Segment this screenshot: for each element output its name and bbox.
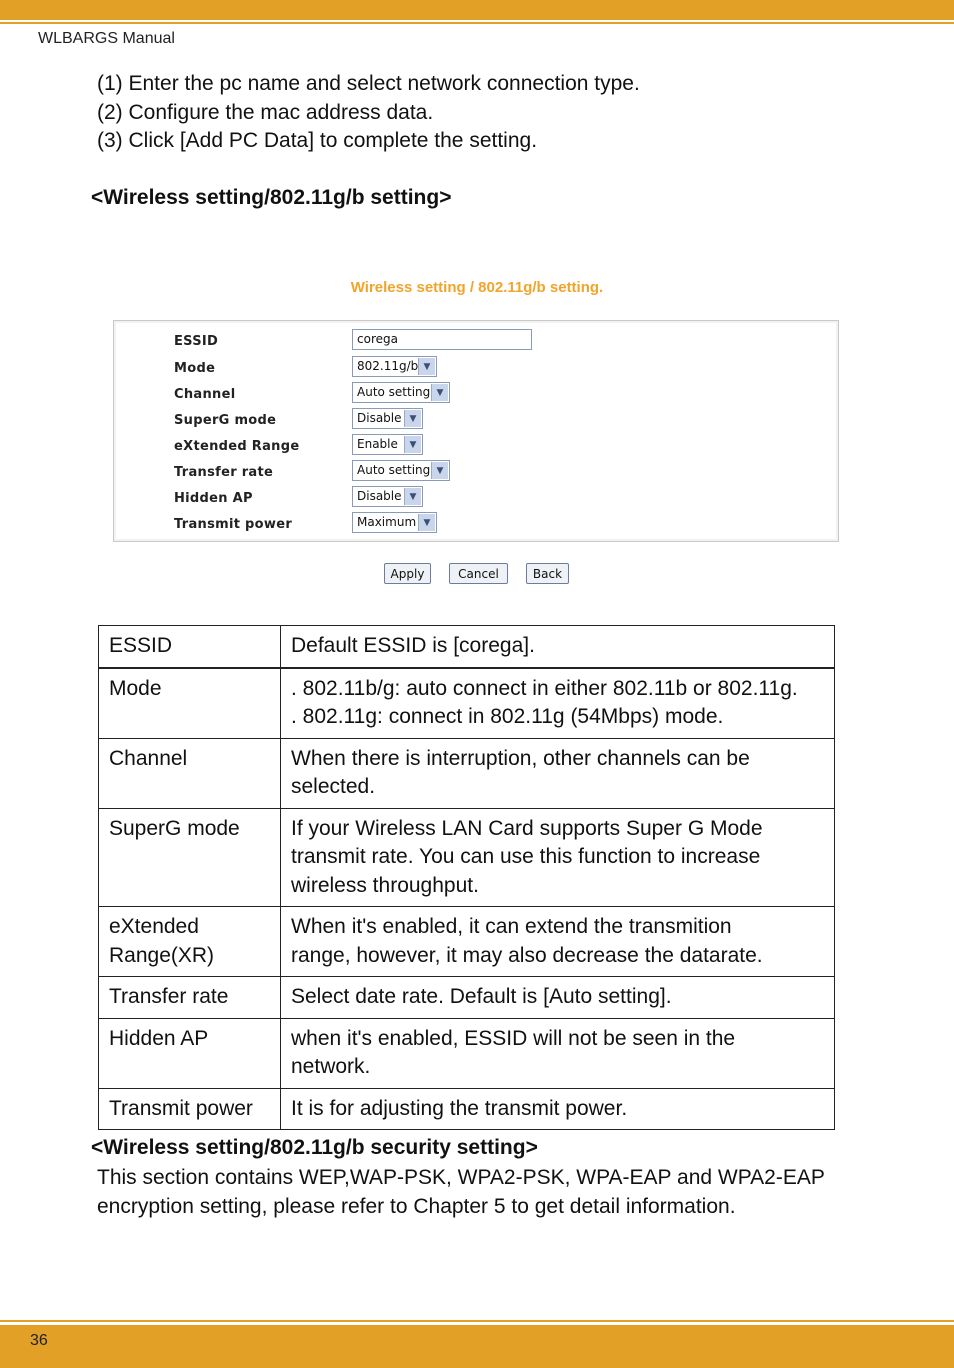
field-label: Mode xyxy=(174,361,216,376)
step-item: (3) Click [Add PC Data] to complete the setting. xyxy=(97,129,538,152)
description-line: wireless throughput. xyxy=(291,873,479,897)
chevron-down-icon[interactable]: ▼ xyxy=(404,488,421,505)
setting-name: Hidden AP xyxy=(99,1018,281,1088)
footer-rule xyxy=(0,1320,954,1322)
description-line: Select date rate. Default is [Auto setting]. xyxy=(291,985,672,1008)
field-value: Disable xyxy=(357,489,402,503)
form-row-transfer-rate xyxy=(114,460,838,486)
chevron-down-icon[interactable]: ▼ xyxy=(404,436,421,453)
field-value: Enable xyxy=(357,437,398,451)
form-row-hidden-ap xyxy=(114,486,838,512)
description-line: If your Wireless LAN Card supports Super G Mode xyxy=(291,816,763,840)
description-line: selected. xyxy=(291,775,376,798)
screenshot-title: Wireless setting / 802.11g/b setting. xyxy=(350,279,604,296)
essid-input[interactable] xyxy=(352,329,532,350)
description-line: transmit rate. You can use this function to increase xyxy=(291,845,761,868)
transmit-power-select[interactable] xyxy=(352,512,437,533)
form-row-transmit-power xyxy=(114,512,838,538)
table-row xyxy=(99,738,835,808)
step-item: (1) Enter the pc name and select network connection type. xyxy=(97,72,640,95)
section-heading: <Wireless setting/802.11g/b setting> xyxy=(91,186,452,209)
field-value: corega xyxy=(357,332,398,346)
settings-description-table xyxy=(98,625,835,1130)
setting-name: Transmit power xyxy=(99,1088,281,1130)
description-line: It is for adjusting the transmit power. xyxy=(291,1096,628,1120)
cancel-button[interactable]: Cancel xyxy=(449,563,508,584)
field-label: eXtended Range xyxy=(174,439,300,454)
form-row-mode xyxy=(114,356,838,382)
xr-select[interactable] xyxy=(352,434,423,455)
form-buttons xyxy=(0,563,954,585)
manual-title: WLBARGS Manual xyxy=(38,30,175,47)
back-button[interactable]: Back xyxy=(526,563,569,584)
chevron-down-icon[interactable]: ▼ xyxy=(418,514,435,531)
setting-name: ESSID xyxy=(99,626,281,668)
form-row-channel xyxy=(114,382,838,408)
description-line: When there is interruption, other channels can be xyxy=(291,746,750,770)
setting-description xyxy=(281,738,835,808)
transfer-rate-select[interactable] xyxy=(352,460,450,481)
step-item: (2) Configure the mac address data. xyxy=(97,100,434,124)
field-label: Hidden AP xyxy=(174,491,253,506)
settings-form xyxy=(113,320,839,542)
setting-description xyxy=(281,907,835,977)
chevron-down-icon[interactable]: ▼ xyxy=(404,410,421,427)
setting-description xyxy=(281,977,835,1019)
description-line: . 802.11b/g: auto connect in either 802.11b or 802.11g. xyxy=(291,676,798,700)
footer-bar xyxy=(0,1325,954,1368)
setting-description xyxy=(281,1018,835,1088)
header-bar xyxy=(0,0,954,20)
setting-name: Transfer rate xyxy=(99,977,281,1019)
chevron-down-icon[interactable]: ▼ xyxy=(431,384,448,401)
table-row xyxy=(99,1088,835,1130)
field-label: SuperG mode xyxy=(174,413,277,428)
steps-list xyxy=(97,70,640,156)
page-number: 36 xyxy=(30,1332,48,1349)
table-row xyxy=(99,668,835,739)
superg-select[interactable] xyxy=(352,408,423,429)
table-row xyxy=(99,1018,835,1088)
description-line: network. xyxy=(291,1055,371,1078)
security-paragraph xyxy=(97,1164,857,1221)
apply-button[interactable]: Apply xyxy=(384,563,431,584)
setting-name-line: Range(XR) xyxy=(109,943,215,967)
section-heading: <Wireless setting/802.11g/b security setting> xyxy=(91,1136,538,1159)
chevron-down-icon[interactable]: ▼ xyxy=(418,358,435,375)
field-label: ESSID xyxy=(174,334,219,349)
form-row-xr xyxy=(114,434,838,460)
setting-name: Channel xyxy=(99,738,281,808)
description-line: range, however, it may also decrease the datarate. xyxy=(291,943,763,967)
chevron-down-icon[interactable]: ▼ xyxy=(431,462,448,479)
field-label: Transfer rate xyxy=(174,465,274,480)
setting-description xyxy=(281,808,835,907)
field-value: Auto setting xyxy=(357,385,431,399)
field-value: Disable xyxy=(357,411,402,425)
description-line: When it's enabled, it can extend the transmition xyxy=(291,915,732,938)
setting-description xyxy=(281,626,835,668)
setting-description xyxy=(281,668,835,739)
table-row xyxy=(99,808,835,907)
setting-name: Mode xyxy=(99,668,281,739)
header-rule xyxy=(0,22,954,24)
field-value: Maximum xyxy=(357,515,417,529)
table-row xyxy=(99,977,835,1019)
table-row xyxy=(99,907,835,977)
hidden-ap-select[interactable] xyxy=(352,486,423,507)
mode-select[interactable] xyxy=(352,356,437,377)
field-value: Auto setting xyxy=(357,463,431,477)
setting-name: SuperG mode xyxy=(99,808,281,907)
description-line: Default ESSID is [corega]. xyxy=(291,634,535,657)
setting-name-line: eXtended xyxy=(109,915,199,938)
field-value: 802.11g/b xyxy=(357,359,419,373)
form-row-essid xyxy=(114,329,838,355)
table-row xyxy=(99,626,835,668)
setting-description xyxy=(281,1088,835,1130)
paragraph-line: This section contains WEP,WAP-PSK, WPA2-PSK, WPA-EAP and WPA2-EAP xyxy=(97,1166,825,1189)
description-line: when it's enabled, ESSID will not be seen in the xyxy=(291,1026,736,1050)
form-row-superg xyxy=(114,408,838,434)
setting-name xyxy=(99,907,281,977)
channel-select[interactable] xyxy=(352,382,450,403)
field-label: Transmit power xyxy=(174,517,293,532)
field-label: Channel xyxy=(174,387,236,402)
description-line: . 802.11g: connect in 802.11g (54Mbps) mode. xyxy=(291,705,724,728)
paragraph-line: encryption setting, please refer to Chapter 5 to get detail information. xyxy=(97,1194,736,1218)
